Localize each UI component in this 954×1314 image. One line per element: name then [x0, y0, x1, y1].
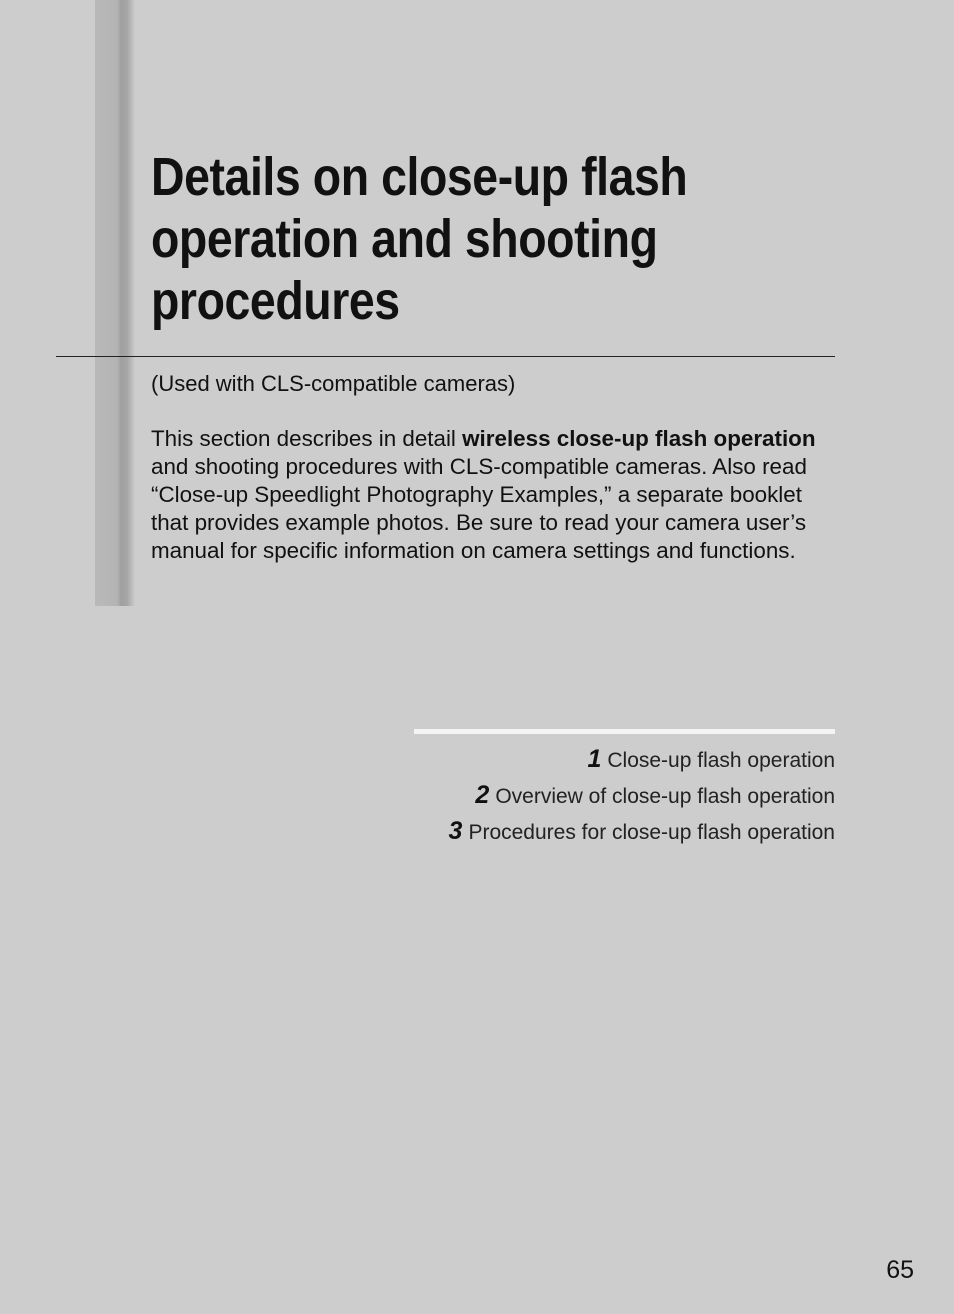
- section-title-line-2: operation and shooting: [151, 209, 658, 269]
- page-number: 65: [886, 1256, 914, 1284]
- section-title: [151, 146, 753, 332]
- toc-label: Overview of close-up flash operation: [495, 785, 835, 808]
- section-title-line-3: procedures: [151, 271, 400, 331]
- intro-text-start: This section describes in detail: [151, 426, 463, 451]
- section-contents: [449, 742, 835, 850]
- toc-number: 2: [475, 781, 490, 809]
- toc-number: 3: [448, 817, 463, 845]
- title-divider: [56, 356, 835, 357]
- intro-text-rest: and shooting procedures with CLS-compatible cameras. Also read “Close-up Speedlight Photography Examples,” a separate booklet that provides example photos. Be sure to read your camera user’s manual for specific information on camera settings and functions.: [151, 454, 807, 563]
- toc-label: Procedures for close-up flash operation: [468, 821, 835, 844]
- toc-item[interactable]: [449, 742, 835, 778]
- toc-item[interactable]: [449, 778, 835, 814]
- toc-label: Close-up flash operation: [607, 749, 835, 772]
- section-title-line-1: Details on close-up flash: [151, 147, 688, 207]
- toc-divider: [414, 729, 835, 734]
- section-subtitle: (Used with CLS-compatible cameras): [151, 371, 516, 396]
- toc-item[interactable]: [449, 814, 835, 850]
- toc-number: 1: [587, 745, 602, 773]
- chapter-side-bar: [95, 0, 135, 606]
- intro-paragraph: [151, 425, 841, 565]
- intro-bold-phrase: wireless close-up flash operation: [462, 426, 816, 451]
